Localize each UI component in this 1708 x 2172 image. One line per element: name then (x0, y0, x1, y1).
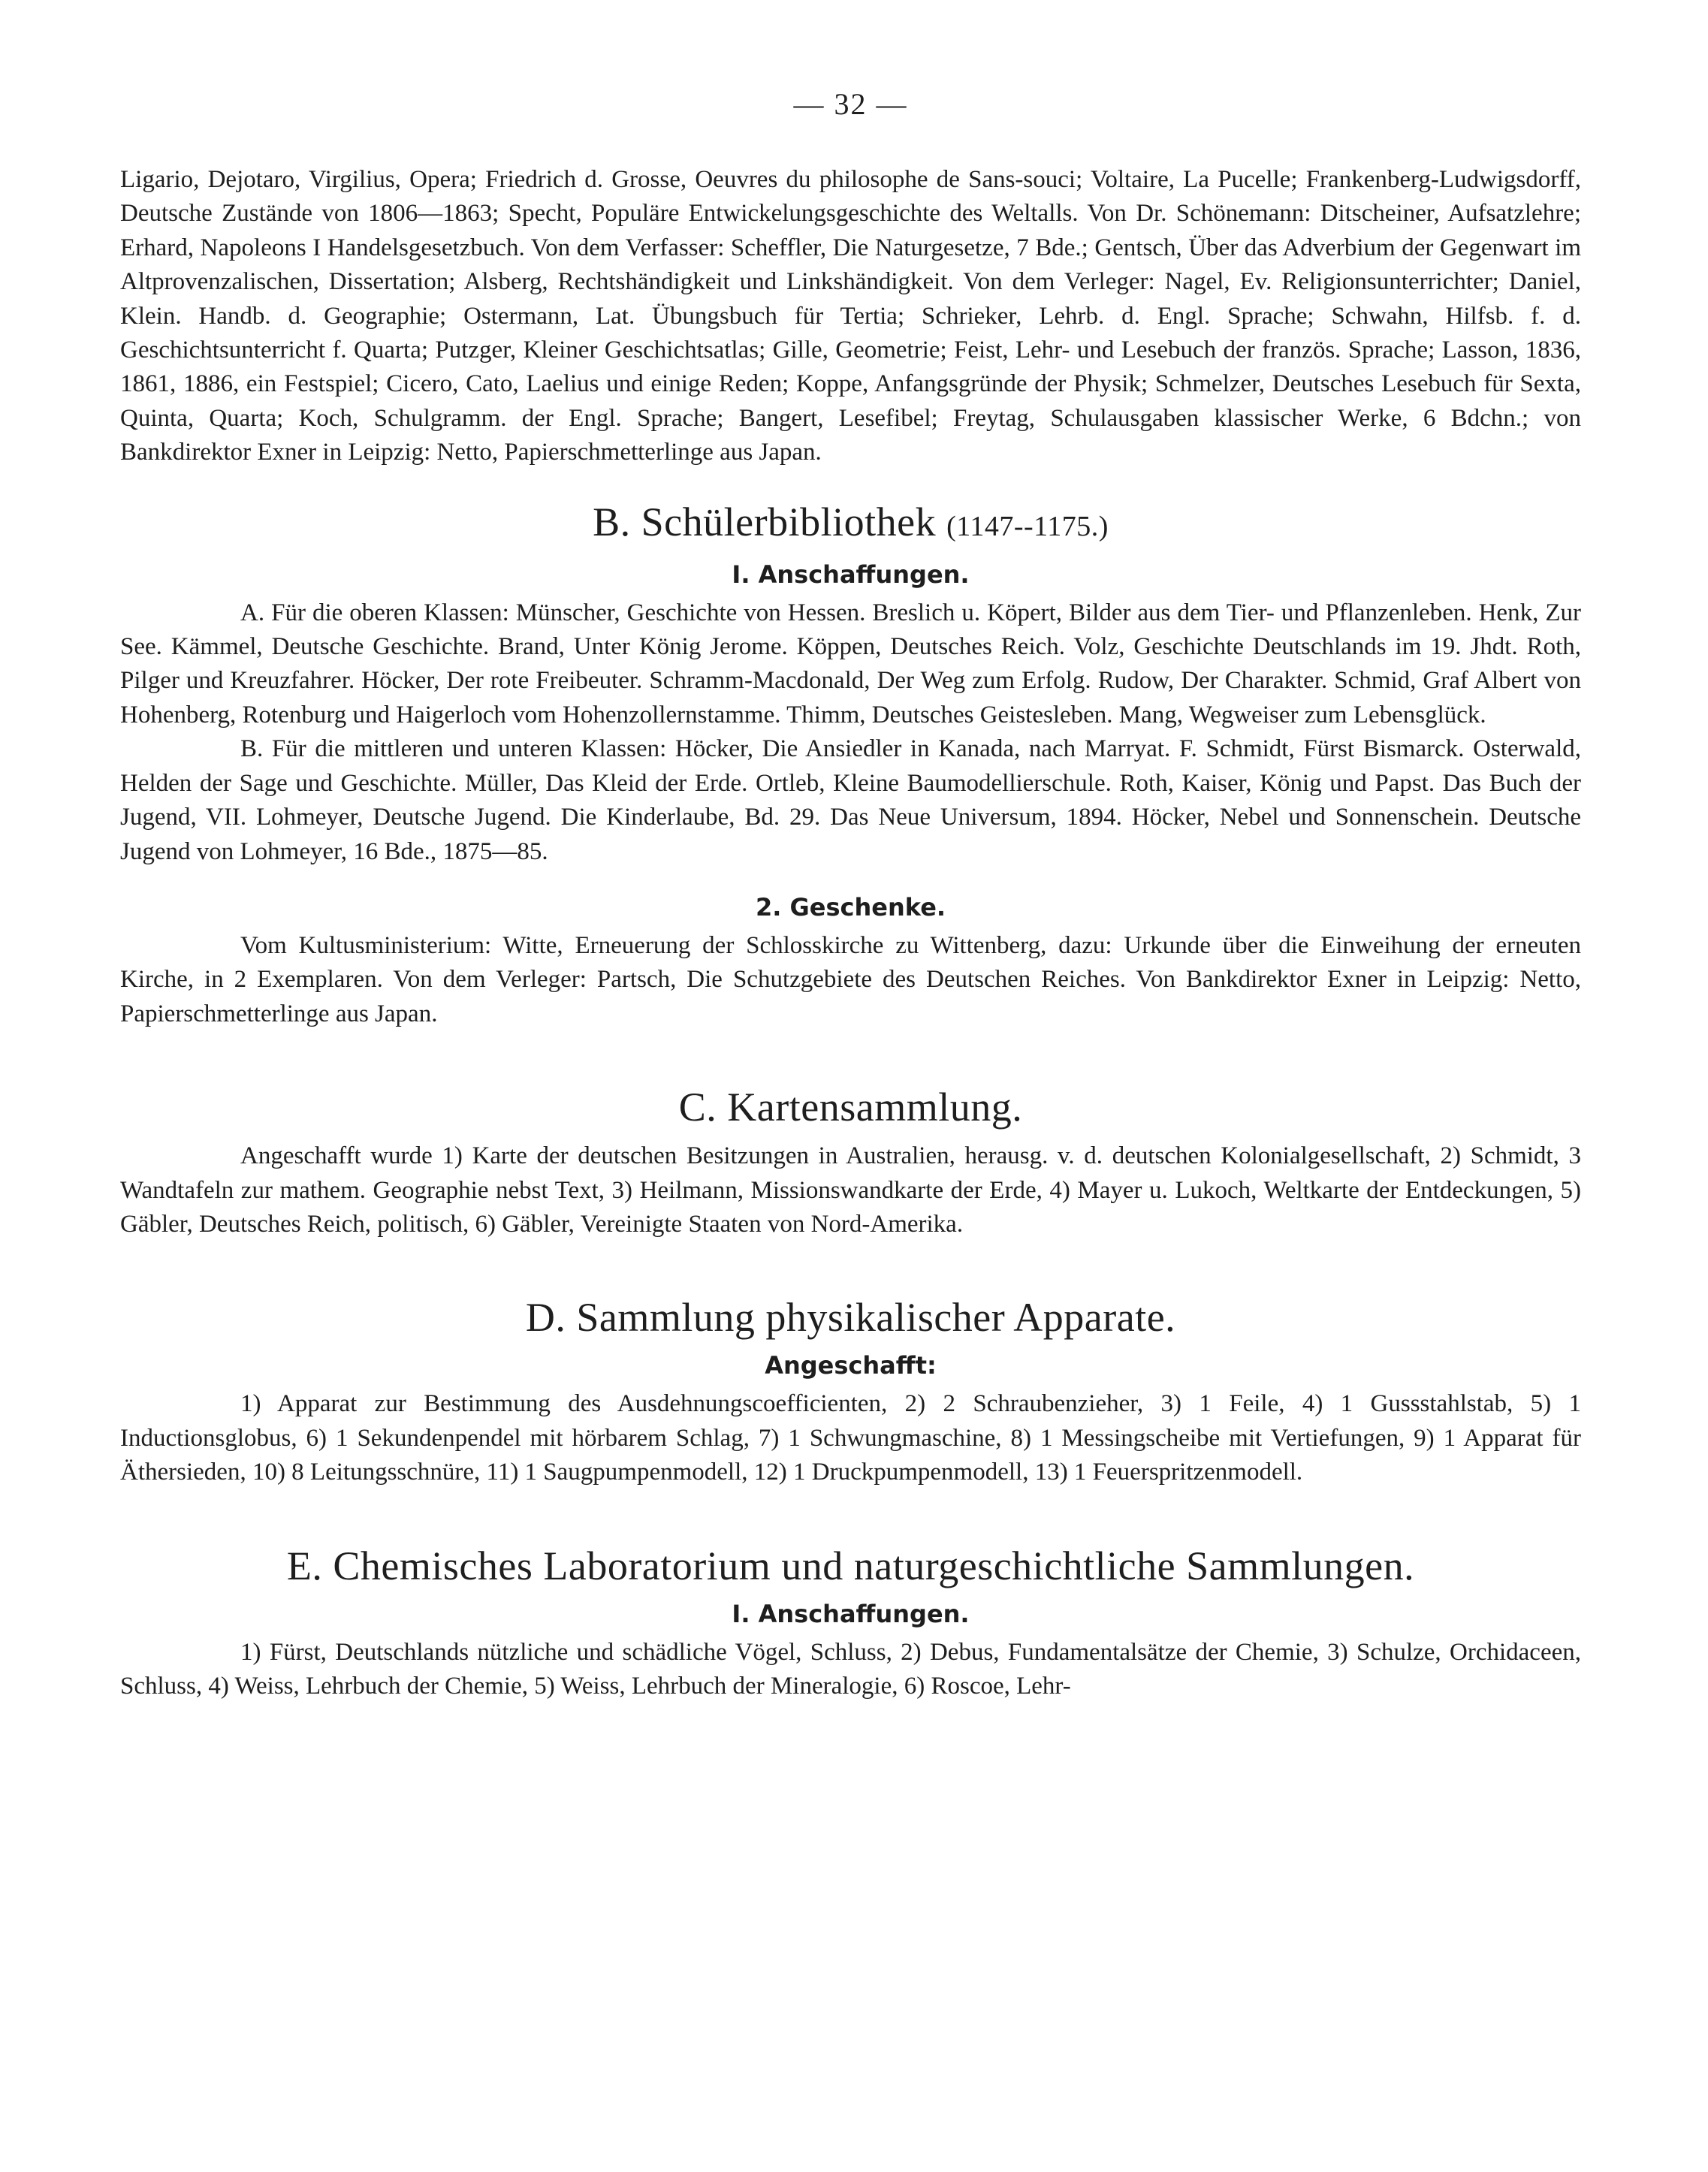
section-range: (1147--1175.) (946, 510, 1109, 542)
document-page (120, 86, 1581, 1703)
subsection-title-anschaffungen: I. Anschaffungen. (732, 1599, 970, 1628)
section-title-text: B. Schülerbibliothek (593, 499, 937, 545)
paragraph-kartensammlung: Angeschafft wurde 1) Karte der deutschen Besitzungen in Australien, herausg. v. d. deutschen Kolonialgesellschaft, 2) Schmidt, 3 Wandtafeln zur mathem. Geographie nebst Text, 3) Heilmann, Missionswandkarte der Erde, 4) Mayer u. Lukoch, Weltkarte der Entdeckungen, 5) Gäbler, Deutsches Reich, politisch, 6) Gäbler, Vereinigte Staaten von Nord-Amerika. (120, 1142, 1581, 1238)
paragraph-mittlere-klassen: B. Für die mittleren und unteren Klassen: Höcker, Die Ansiedler in Kanada, nach Marryat. F. Schmidt, Fürst Bismarck. Osterwald, Helden der Sage und Geschichte. Müller, Das Kleid der Erde. Ortleb, Kleine Baumodellierschule. Roth, Kaiser, König und Papst. Das Buch der Jugend, VII. Lohmeyer, Deutsche Jugend. Die Kinderlaube, Bd. 29. Das Neue Universum, 1894. Höcker, Nebel und Sonnenschein. Deutsche Jugend von Lohmeyer, 16 Bde., 1875—85. (120, 735, 1581, 865)
section-physikalische-apparate (120, 1294, 1581, 1489)
paragraph-apparate: 1) Apparat zur Bestimmung des Ausdehnungscoefficienten, 2) 2 Schraubenzieher, 3) 1 Feile, 4) 1 Gussstahlstab, 5) 1 Inductionsglobus, 6) 1 Sekundenpendel mit hörbarem Schlag, 7) 1 Schwungmaschine, 8) 1 Messingscheibe mit Vertiefungen, 9) 1 Apparat für Äthersieden, 10) 8 Leitungsschnüre, 11) 1 Saugpumpenmodell, 12) 1 Druckpumpenmodell, 13) 1 Feuerspritzenmodell. (120, 1390, 1581, 1486)
section-title: C. Kartensammlung. (678, 1084, 1023, 1130)
paragraph-laboratorium: 1) Fürst, Deutschlands nützliche und schädliche Vögel, Schluss, 2) Debus, Fundamentalsätze der Chemie, 3) Schulze, Orchidaceen, Schluss, 4) Weiss, Lehrbuch der Chemie, 5) Weiss, Lehrbuch der Mineralogie, 6) Roscoe, Lehr- (120, 1638, 1581, 1700)
page-number: — 32 — (793, 87, 908, 121)
section-title: E. Chemisches Laboratorium und naturgeschichtliche Sammlungen. (286, 1543, 1415, 1588)
paragraph-obere-klassen: A. Für die oberen Klassen: Münscher, Geschichte von Hessen. Breslich u. Köpert, Bilder aus dem Tier- und Pflanzenleben. Henk, Zur See. Kämmel, Deutsche Geschichte. Brand, Unter König Jerome. Köppen, Deutsches Reich. Volz, Geschichte Deutschlands im 19. Jhdt. Roth, Pilger und Kreuzfahrer. Höcker, Der rote Freibeuter. Schramm-Macdonald, Der Weg zum Erfolg. Rudow, Der Charakter. Schmid, Graf Albert von Hohenberg, Rotenburg und Haigerloch vom Hohenzollernstamme. Thimm, Deutsches Geistesleben. Mang, Wegweiser zum Lebensglück. (120, 599, 1581, 729)
section-chemisches-laboratorium (120, 1543, 1581, 1704)
intro-paragraph: Ligario, Dejotaro, Virgilius, Opera; Friedrich d. Grosse, Oeuvres du philosophe de Sans-souci; Voltaire, La Pucelle; Frankenberg-Ludwigsdorff, Deutsche Zustände von 1806—1863; Specht, Populäre Entwickelungsgeschichte des Weltalls. Von Dr. Schönemann: Ditscheiner, Aufsatzlehre; Erhard, Napoleons I Handelsgesetzbuch. Von dem Verfasser: Scheffler, Die Naturgesetze, 7 Bde.; Gentsch, Über das Adverbium der Gegenwart im Altprovenzalischen, Dissertation; Alsberg, Rechtshändigkeit und Linkshändigkeit. Von dem Verleger: Nagel, Ev. Religionsunterrichter; Daniel, Klein. Handb. d. Geographie; Ostermann, Lat. Übungsbuch für Tertia; Schrieker, Lehrb. d. Engl. Sprache; Schwahn, Hilfsb. f. d. Geschichtsunterricht f. Quarta; Putzger, Kleiner Geschichtsatlas; Gille, Geometrie; Feist, Lehr- und Lesebuch der französ. Sprache; Lasson, 1836, 1861, 1886, ein Festspiel; Cicero, Cato, Laelius und einige Reden; Koppe, Anfangsgründe der Physik; Schmelzer, Deutsches Lesebuch für Sexta, Quinta, Quarta; Koch, Schulgramm. der Engl. Sprache; Bangert, Lesefibel; Freytag, Schulausgaben klassischer Werke, 6 Bdchn.; von Bankdirektor Exner in Leipzig: Netto, Papierschmetterlinge aus Japan. (120, 166, 1581, 466)
subsection-title-angeschafft: Angeschafft: (765, 1351, 937, 1380)
subsection-title-anschaffungen: I. Anschaffungen. (732, 560, 970, 589)
section-title (120, 499, 1581, 550)
section-title: D. Sammlung physikalischer Apparate. (525, 1295, 1176, 1341)
paragraph-geschenke: Vom Kultusministerium: Witte, Erneuerung der Schlosskirche zu Wittenberg, dazu: Urkunde über die Einweihung der erneuten Kirche, in 2 Exemplaren. Von dem Verleger: Partsch, Die Schutzgebiete des Deutschen Reiches. Von Bankdirektor Exner in Leipzig: Netto, Papierschmetterlinge aus Japan. (120, 931, 1581, 1027)
subsection-title-geschenke: 2. Geschenke. (755, 892, 946, 922)
section-schuelerbibliothek (120, 499, 1581, 1031)
section-kartensammlung (120, 1084, 1581, 1241)
